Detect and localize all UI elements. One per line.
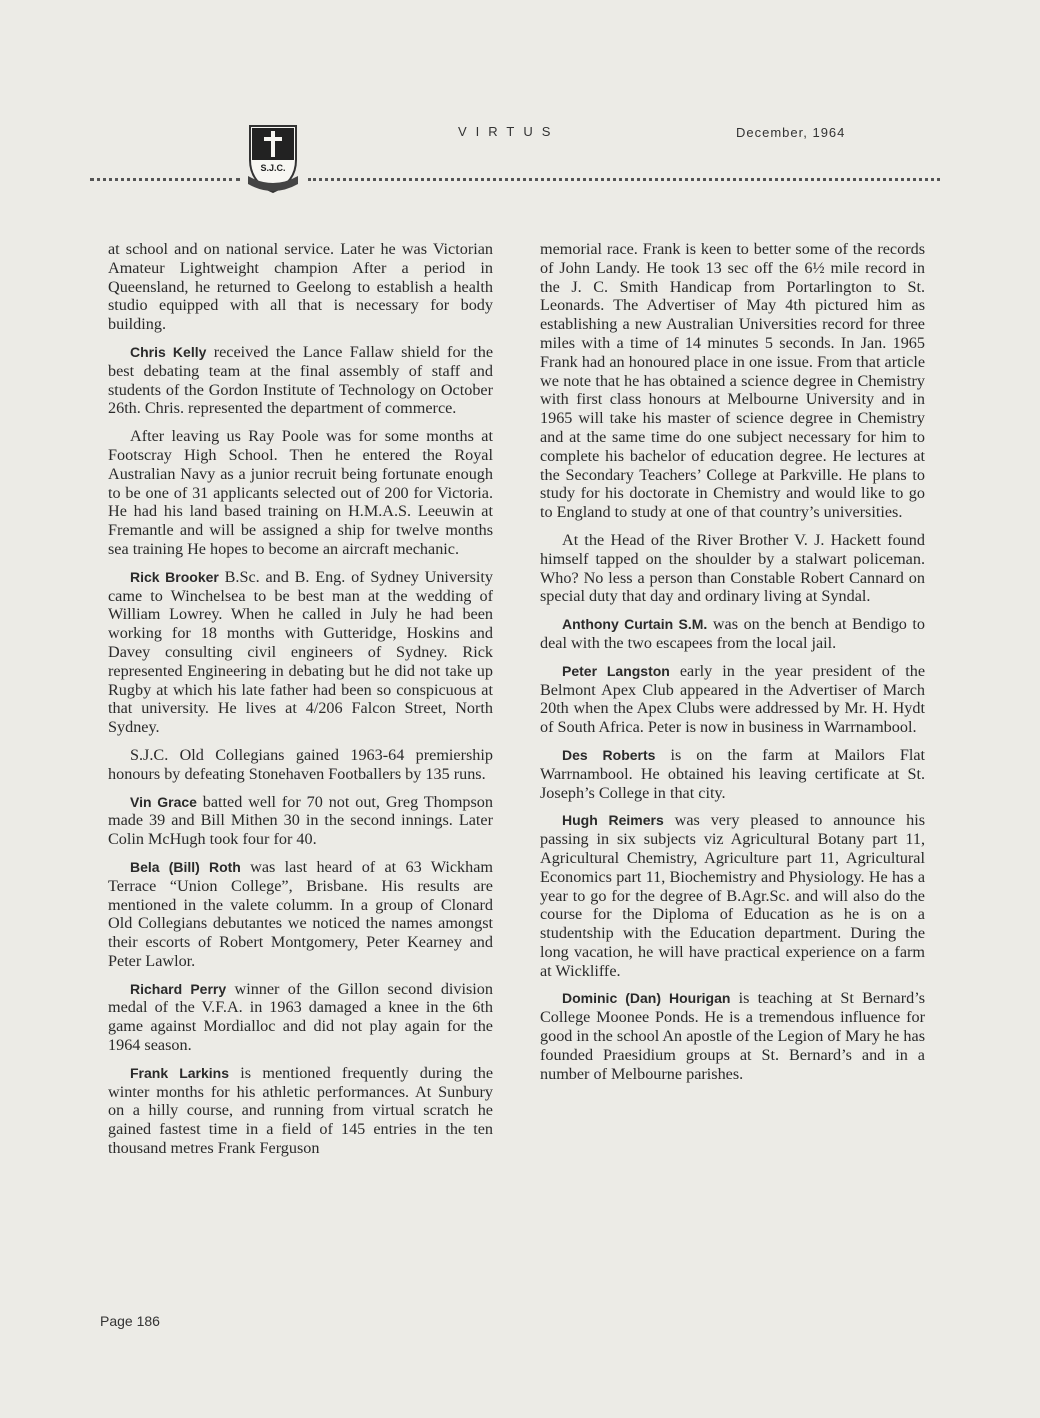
article-paragraph xyxy=(540,811,925,980)
person-name: Rick Brooker xyxy=(130,568,219,585)
person-name: Hugh Reimers xyxy=(562,812,664,829)
article-paragraph xyxy=(108,793,493,849)
paragraph-text: winner of the Gillon second division medal of the V.F.A. in 1963 damaged a knee in the 6th game against Mordialloc and did not play again for the 1964 season. xyxy=(108,979,493,1055)
article-paragraph xyxy=(108,343,493,418)
paragraph-text: received the Lance Fallaw shield for the best debating team at the final assembly of staff and students of the Gordon Institute of Technology on October 26th. Chris. represented the department of commerce. xyxy=(108,342,493,418)
article-paragraph xyxy=(540,746,925,802)
paragraph-text: at school and on national service. Later he was Victorian Amateur Lightweight champion After a period in Queensland, he returned to Geelong to establish a health studio equipped with all that is necessary for body building. xyxy=(108,240,493,334)
paragraph-text: After leaving us Ray Poole was for some months at Footscray High School. Then he entered the Royal Australian Navy as a junior recruit being fortunate enough to be one of 31 applicants selected out of 200 for Victoria. He had his land based training on H.M.A.S. Leeuwin at Fremantle and will be assigned a ship for twelve months sea training He hopes to become an aircraft mechanic. xyxy=(108,427,493,558)
paragraph-text: At the Head of the River Brother V. J. Hackett found himself tapped on the shoulder by a stalwart policeman. Who? No less a person than Constable Robert Cannard on special duty that day and ordinary living at Syndal. xyxy=(540,530,925,606)
article-paragraph xyxy=(108,746,493,784)
article-paragraph xyxy=(540,615,925,653)
article-paragraph xyxy=(108,427,493,559)
article-paragraph xyxy=(540,531,925,606)
paragraph-text: memorial race. Frank is keen to better some of the records of John Landy. He took 13 sec off the 6½ mile record in the J. C. Smith Handicap from Portarlington to St. Leonards. The Advertiser of May 4th pictured him as establishing a new Australian Universities record for three miles with a time of 14 minutes 5 seconds. In Jan. 1965 Frank had an honoured place in one issue. From that article we note that he has obtained a science degree in Chemistry with first class honours at Melbourne University and in 1965 will take his master of science degree in Chemistry and at the same time do one subject necessary for him to complete his bachelor of education degree. He lectures at the Secondary Teachers’ College at Parkville. He plans to study for his doctorate in Chemistry and would like to go to England to study at one of that country’s universities. xyxy=(540,240,925,522)
person-name: Bela (Bill) Roth xyxy=(130,858,241,875)
person-name: Richard Perry xyxy=(130,980,227,997)
article-paragraph xyxy=(108,1064,493,1158)
paragraph-text: early in the year president of the Belmont Apex Club appeared in the Advertiser of March 20th when the Apex Clubs were addressed by Mr. H. Hydt of South Africa. Peter is now in business in Warrnambool. xyxy=(540,661,926,737)
paragraph-text: was last heard of at 63 Wickham Terrace “Union College”, Brisbane. His results are mentioned in the valete columm. In a group of Clonard Old Collegians debutantes we noticed the names amongst their escorts of Robert Montgomery, Peter Kearney and Peter Lawlor. xyxy=(108,857,493,970)
magazine-title: VIRTUS xyxy=(458,124,560,139)
article-paragraph xyxy=(108,240,493,334)
article-paragraph xyxy=(108,980,493,1055)
paragraph-text: S.J.C. Old Collegians gained 1963-64 premiership honours by defeating Stonehaven Footballers by 135 runs. xyxy=(108,745,493,783)
person-name: Anthony Curtain S.M. xyxy=(562,616,708,633)
left-column xyxy=(108,240,493,1167)
paragraph-text: was very pleased to announce his passing in six subjects viz Agricultural Botany part 11, Agricultural Chemistry, Agriculture part 11, Agricultural Economics part 11, Biochemistry and Physiology. He has a year to go for the degree of B.Agr.Sc. and will also do the course for the Diploma of Education as he is on a studentship with the Education department. During the long vacation, he will have practical experience on a farm at Wickliffe. xyxy=(540,811,926,980)
article-paragraph xyxy=(540,989,925,1083)
paragraph-text: is teaching at St Bernard’s College Moonee Ponds. He is a tremendous influence for good in the school An apostle of the Legion of Mary he has founded Praesidium groups at St. Bernard’s and in a number of Melbourne parishes. xyxy=(540,989,925,1083)
right-column xyxy=(540,240,925,1092)
header-rule-left xyxy=(90,178,240,181)
person-name: Vin Grace xyxy=(130,793,197,810)
article-paragraph xyxy=(540,240,925,522)
paragraph-text: is mentioned frequently during the winter months for his athletic performances. At Sunbury on a hilly course, and running from virtual scratch he gained fastest time in a field of 145 entries in the ten thousand metres Frank Ferguson xyxy=(108,1063,494,1158)
paragraph-text: is on the farm at Mailors Flat Warrnambool. He obtained his leaving certificate at St. Joseph’s College in that city. xyxy=(540,745,926,802)
header-rule-right xyxy=(308,178,940,181)
svg-text:S.J.C.: S.J.C. xyxy=(260,163,286,173)
issue-date: December, 1964 xyxy=(736,125,846,140)
article-paragraph xyxy=(108,858,493,971)
paragraph-text: B.Sc. and B. Eng. of Sydney University came to Winchelsea to be best man at the wedding of William Lowrey. When he called in July he had been working for 18 months with Gutteridge, Hoskins and Davey consulting civil engineers of Sydney. Rick represented Engineering in debating but he did not take up Rugby at which his late father had been so conspicuous at that university. He lives at 4/206 Falcon Street, North Sydney. xyxy=(108,567,493,737)
person-name: Des Roberts xyxy=(562,746,656,763)
person-name: Frank Larkins xyxy=(130,1064,230,1081)
article-paragraph xyxy=(108,568,493,737)
page-number: Page 186 xyxy=(100,1313,160,1329)
paragraph-text: was on the bench at Bendigo to deal with the two escapees from the local jail. xyxy=(540,615,926,652)
person-name: Dominic (Dan) Hourigan xyxy=(562,990,731,1007)
paragraph-text: batted well for 70 not out, Greg Thompson made 39 and Bill Mithen 30 in the second innings. Later Colin McHugh took four for 40. xyxy=(108,792,493,849)
college-crest-icon xyxy=(240,120,306,196)
person-name: Peter Langston xyxy=(562,662,670,679)
person-name: Chris Kelly xyxy=(130,343,207,360)
article-paragraph xyxy=(540,662,925,737)
